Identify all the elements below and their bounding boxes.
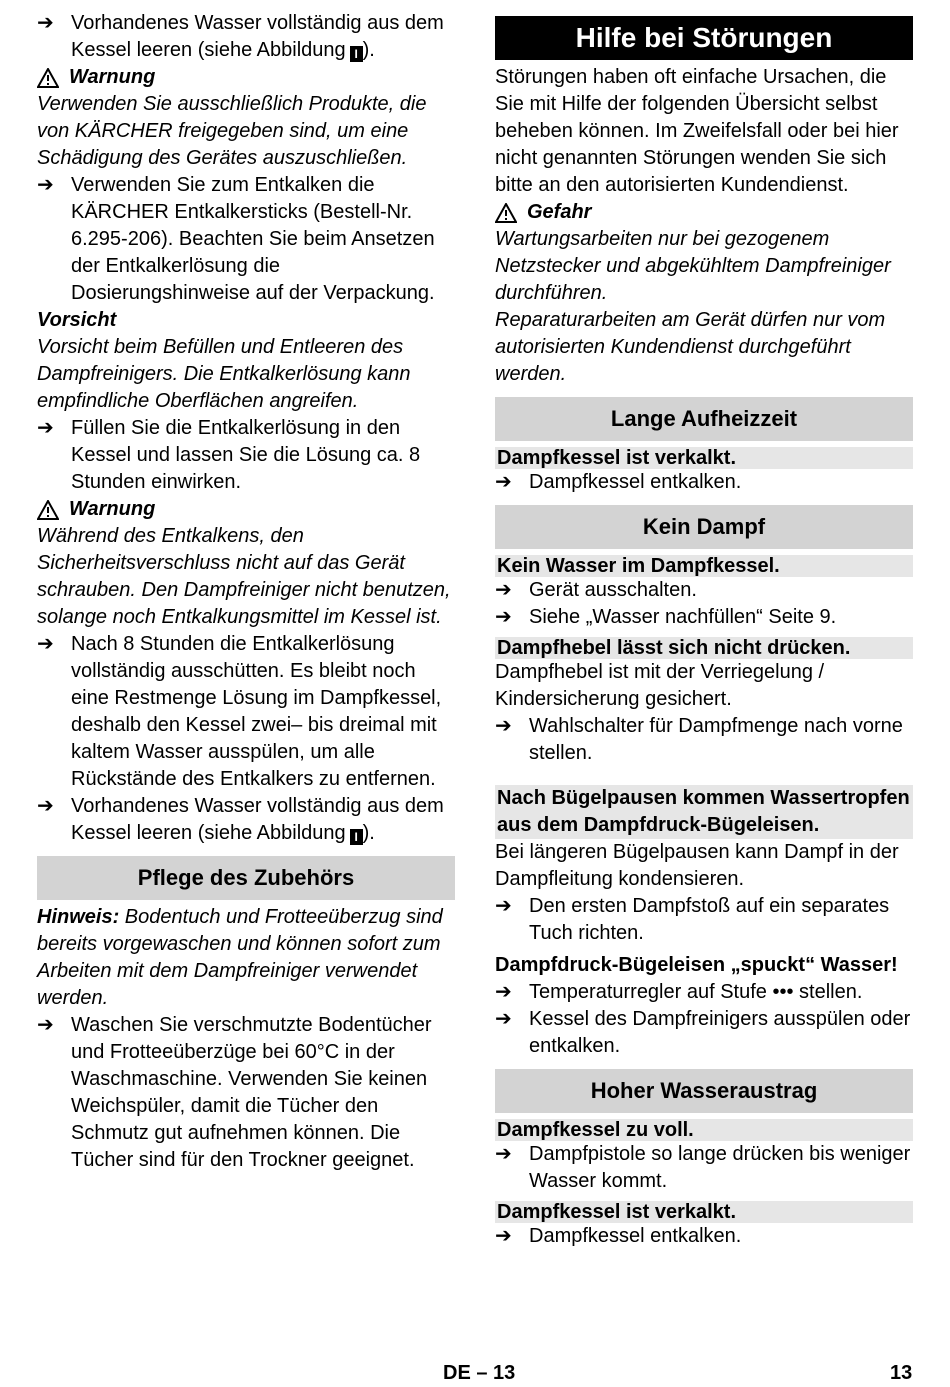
remedy [495, 893, 913, 947]
arrow-icon: ➔ [495, 1008, 512, 1030]
step-pour-out [37, 631, 455, 793]
warning-heading [37, 496, 455, 523]
paren: ). [362, 822, 375, 844]
danger-title: Gefahr [527, 201, 592, 223]
warning-triangle-icon [37, 68, 59, 88]
arrow-icon: ➔ [37, 1014, 54, 1036]
step-text: Vorhandenes Wasser vollständig aus dem Kessel leeren (siehe Abbildung [71, 795, 444, 844]
figure-ref-badge: I [350, 829, 363, 845]
danger-text: Reparaturarbeiten am Gerät dürfen nur vom autorisierten Kundendienst durchgeführt werden. [495, 309, 886, 385]
symptom-calcified-2: Dampfkessel ist verkalkt. [495, 1201, 913, 1223]
symptom-no-water: Kein Wasser im Dampfkessel. [495, 555, 913, 577]
symptom-calcified: Dampfkessel ist verkalkt. [495, 447, 913, 469]
warning-title: Warnung [69, 498, 156, 520]
remedy [495, 713, 913, 767]
right-column [495, 10, 913, 1250]
warning-text: Verwenden Sie ausschließlich Produkte, die von KÄRCHER freigegeben sind, um eine Schädigung des Gerätes auszuschließen. [37, 93, 427, 169]
remedy [495, 1141, 913, 1195]
heading-no-steam: Kein Dampf [495, 505, 913, 549]
intro-text: Störungen haben oft einfache Ursachen, die Sie mit Hilfe der folgenden Übersicht selbst beheben können. Im Zweifelsfall oder bei hier nicht genannten Störungen wenden Sie sich bitte an den autorisierten Kundendienst. [495, 66, 899, 196]
remedy [495, 1223, 913, 1250]
arrow-icon: ➔ [495, 579, 512, 601]
arrow-icon: ➔ [495, 895, 512, 917]
remedy-text: Dampfkessel entkalken. [529, 1225, 742, 1247]
warning-title: Warnung [69, 66, 156, 88]
arrow-icon: ➔ [37, 174, 54, 196]
step-text: Vorhandenes Wasser vollständig aus dem Kessel leeren (siehe Abbildung [71, 12, 444, 61]
step-text: Füllen Sie die Entkalkerlösung in den Kessel und lassen Sie die Lösung ca. 8 Stunden einwirken. [71, 417, 421, 493]
section-heading-care: Pflege des Zubehörs [37, 856, 455, 900]
remedy [495, 1006, 913, 1060]
remedy-text: Siehe „Wasser nachfüllen“ Seite 9. [529, 606, 837, 628]
remedy [495, 979, 913, 1006]
step-text: Nach 8 Stunden die Entkalkerlösung vollständig ausschütten. Es bleibt noch eine Restmenge Lösung im Dampfkessel, deshalb den Kessel zwei– bis dreimal mit kaltem Wasser ausspülen, um alle Rückstände des Entkalkers zu entfernen. [71, 633, 442, 790]
footer-page-number: 13 [890, 1362, 913, 1384]
warning-heading [37, 64, 455, 91]
arrow-icon: ➔ [37, 795, 54, 817]
note-paragraph [37, 904, 455, 1012]
remedy-text: Dampfpistole so lange drücken bis weniger Wasser kommt. [529, 1143, 911, 1192]
step-text: Waschen Sie verschmutzte Bodentücher und Frotteeüberzüge bei 60°C in der Waschmaschine. Verwenden Sie keinen Weichspüler, damit die Tücher den Schmutz gut aufnehmen können. Die Tücher sind für den Trockner geeignet. [71, 1014, 432, 1171]
caution-title: Vorsicht [37, 309, 117, 331]
remedy-text: Kessel des Dampfreinigers ausspülen oder entkalken. [529, 1008, 911, 1057]
heading-high-water: Hoher Wasseraustrag [495, 1069, 913, 1113]
symptom-lever: Dampfhebel lässt sich nicht drücken. [495, 637, 913, 659]
remedy [495, 604, 913, 631]
danger-heading [495, 199, 913, 226]
heading-long-heatup: Lange Aufheizzeit [495, 397, 913, 441]
remedy-text: Den ersten Dampfstoß auf ein separates Tuch richten. [529, 895, 890, 944]
caution-text: Vorsicht beim Befüllen und Entleeren des Dampfreinigers. Die Entkalkerlösung kann empfindliche Oberflächen angreifen. [37, 336, 411, 412]
symptom-too-full: Dampfkessel zu voll. [495, 1119, 913, 1141]
step-wash [37, 1012, 455, 1174]
remedy-text: Wahlschalter für Dampfmenge nach vorne stellen. [529, 715, 903, 764]
step-empty-boiler-2 [37, 793, 455, 847]
arrow-icon: ➔ [37, 417, 54, 439]
note-label: Hinweis: [37, 906, 120, 928]
note-text: Bodentuch und Frotteeüberzug sind bereits vorgewaschen und können sofort zum Arbeiten mit dem Dampfreiniger verwendet werden. [37, 906, 443, 1009]
arrow-icon: ➔ [495, 471, 512, 493]
footer-language-page: DE – 13 [443, 1362, 516, 1384]
step-empty-boiler [37, 10, 455, 64]
arrow-icon: ➔ [495, 1225, 512, 1247]
symptom-spits: Dampfdruck-Bügeleisen „spuckt“ Wasser! [495, 954, 898, 976]
arrow-icon: ➔ [495, 981, 512, 1003]
remedy-text: Temperaturregler auf Stufe ••• stellen. [529, 981, 863, 1003]
remedy-text: Dampfkessel entkalken. [529, 471, 742, 493]
step-text: Verwenden Sie zum Entkalken die KÄRCHER Entkalkersticks (Bestell-Nr. 6.295-206). Beachten Sie beim Ansetzen der Entkalkerlösung die Dosierungshinweise auf der Verpackung. [71, 174, 435, 304]
remedy [495, 577, 913, 604]
left-column [37, 10, 455, 1174]
warning-triangle-icon [495, 203, 517, 223]
arrow-icon: ➔ [37, 12, 54, 34]
warning-text: Während des Entkalkens, den Sicherheitsverschluss nicht auf das Gerät schrauben. Den Dampfreiniger nicht benutzen, solange noch Entkalkungsmittel im Kessel ist. [37, 525, 451, 628]
arrow-icon: ➔ [495, 715, 512, 737]
figure-ref-badge: I [350, 46, 363, 62]
symptom-drops: Nach Bügelpausen kommen Wassertropfen aus dem Dampfdruck-Bügeleisen. [495, 785, 913, 839]
cause-text: Dampfhebel ist mit der Verriegelung / Kindersicherung gesichert. [495, 661, 825, 710]
paren: ). [362, 39, 375, 61]
step-decalc-sticks [37, 172, 455, 307]
warning-triangle-icon [37, 500, 59, 520]
arrow-icon: ➔ [495, 606, 512, 628]
danger-text: Wartungsarbeiten nur bei gezogenem Netzstecker und abgekühltem Dampfreiniger durchführen. [495, 228, 891, 304]
step-fill-solution [37, 415, 455, 496]
cause-text: Bei längeren Bügelpausen kann Dampf in der Dampfleitung kondensieren. [495, 841, 899, 890]
remedy [495, 469, 913, 496]
section-heading-troubleshooting: Hilfe bei Störungen [495, 16, 913, 60]
arrow-icon: ➔ [495, 1143, 512, 1165]
remedy-text: Gerät ausschalten. [529, 579, 697, 601]
arrow-icon: ➔ [37, 633, 54, 655]
